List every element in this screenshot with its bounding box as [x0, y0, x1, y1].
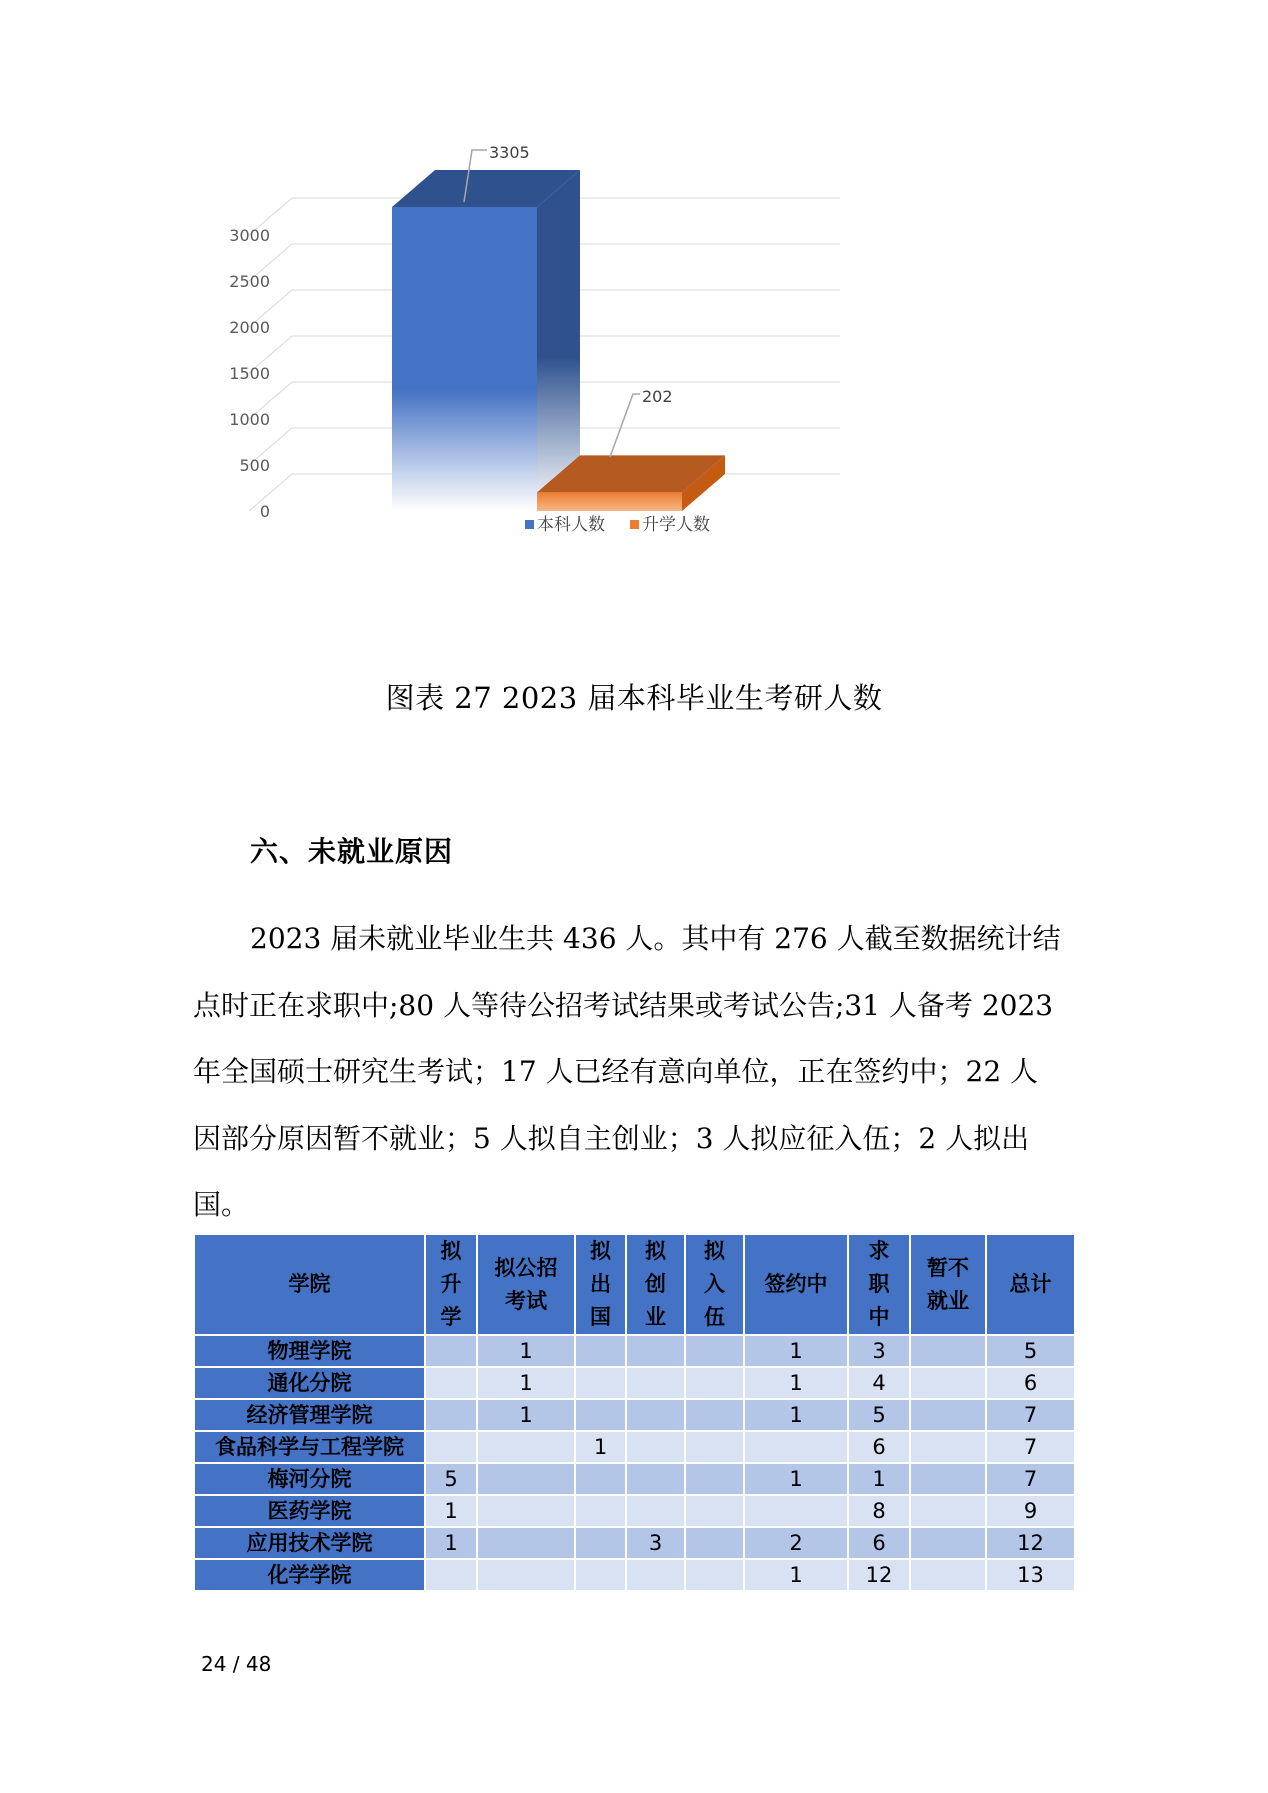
table-cell	[910, 1431, 986, 1463]
table-row	[194, 1463, 1075, 1495]
table-cell: 6	[848, 1431, 910, 1463]
table-cell	[685, 1527, 744, 1559]
table-cell	[477, 1495, 575, 1527]
table-cell	[626, 1495, 685, 1527]
table-cell	[425, 1367, 477, 1399]
table-cell: 8	[848, 1495, 910, 1527]
bar-side	[537, 170, 580, 511]
table-header-row	[194, 1234, 1075, 1335]
table-cell: 6	[986, 1367, 1075, 1399]
table-cell: 1	[425, 1495, 477, 1527]
header-signing: 签约中	[744, 1234, 848, 1335]
table-cell	[685, 1431, 744, 1463]
table-cell	[425, 1335, 477, 1367]
bar-further-study-front	[537, 492, 682, 511]
data-label: 202	[642, 387, 673, 406]
header-college: 学院	[194, 1234, 425, 1335]
table-cell: 5	[425, 1463, 477, 1495]
table-cell	[910, 1463, 986, 1495]
table-cell: 1	[744, 1335, 848, 1367]
college-name-cell: 物理学院	[194, 1335, 425, 1367]
paragraph-line: 国。	[193, 1188, 250, 1221]
table-cell	[425, 1559, 477, 1591]
table-cell: 12	[848, 1559, 910, 1591]
college-name-cell: 应用技术学院	[194, 1527, 425, 1559]
table-cell	[685, 1495, 744, 1527]
table-cell	[626, 1335, 685, 1367]
table-cell	[626, 1367, 685, 1399]
table-cell	[744, 1495, 848, 1527]
y-tick-label: 3000	[229, 226, 270, 245]
table-cell: 1	[744, 1559, 848, 1591]
paragraph-line: 因部分原因暂不就业；5 人拟自主创业；3 人拟应征入伍；2 人拟出	[193, 1121, 1030, 1155]
section-heading: 六、未就业原因	[250, 835, 454, 868]
table-cell: 5	[848, 1399, 910, 1431]
table-cell	[685, 1463, 744, 1495]
table-cell: 9	[986, 1495, 1075, 1527]
table-cell	[477, 1527, 575, 1559]
table-cell: 1	[744, 1367, 848, 1399]
table-cell	[910, 1399, 986, 1431]
table-row	[194, 1495, 1075, 1527]
table-cell: 5	[986, 1335, 1075, 1367]
table-cell: 1	[425, 1527, 477, 1559]
table-cell: 1	[744, 1399, 848, 1431]
table-cell	[626, 1559, 685, 1591]
page-number: 24 / 48	[201, 1652, 272, 1676]
header-plan-enlist: 拟入伍	[685, 1234, 744, 1335]
table-cell: 7	[986, 1431, 1075, 1463]
table-cell	[575, 1399, 626, 1431]
legend-swatch	[525, 520, 534, 529]
college-name-cell: 梅河分院	[194, 1463, 425, 1495]
table-cell	[685, 1335, 744, 1367]
table-cell	[910, 1495, 986, 1527]
table-cell	[575, 1335, 626, 1367]
table-row	[194, 1367, 1075, 1399]
figure-caption: 图表 27 2023 届本科毕业生考研人数	[385, 681, 883, 715]
table-cell: 1	[477, 1335, 575, 1367]
table-cell	[575, 1495, 626, 1527]
bar-chart	[229, 143, 1000, 610]
y-tick-label: 2500	[229, 272, 270, 291]
table-cell	[626, 1399, 685, 1431]
table-cell: 3	[848, 1335, 910, 1367]
legend-swatch	[630, 520, 639, 529]
y-tick-label: 0	[259, 502, 270, 521]
data-label: 3305	[489, 143, 530, 162]
legend-label: 升学人数	[642, 515, 710, 535]
table-cell: 7	[986, 1463, 1075, 1495]
unemployment-reasons-table	[193, 1233, 1076, 1592]
header-job-hunting: 求职中	[848, 1234, 910, 1335]
table-cell: 1	[477, 1367, 575, 1399]
table-cell	[910, 1527, 986, 1559]
table-cell	[477, 1559, 575, 1591]
table-cell	[685, 1559, 744, 1591]
table-cell	[477, 1463, 575, 1495]
legend	[525, 515, 710, 535]
paragraph-line: 年全国硕士研究生考试；17 人已经有意向单位，正在签约中；22 人	[193, 1055, 1039, 1088]
table-row	[194, 1559, 1075, 1591]
paragraph-line: 点时正在求职中;80 人等待公招考试结果或考试公告;31 人备考 2023	[193, 988, 1054, 1022]
table-cell: 7	[986, 1399, 1075, 1431]
table-cell: 6	[848, 1527, 910, 1559]
table-cell	[910, 1335, 986, 1367]
legend-label: 本科人数	[537, 515, 605, 535]
college-name-cell: 食品科学与工程学院	[194, 1431, 425, 1463]
y-tick-label: 500	[239, 456, 270, 475]
table-cell	[575, 1463, 626, 1495]
header-not-employed-yet: 暂不就业	[910, 1234, 986, 1335]
body-paragraph	[193, 906, 1073, 1239]
table-cell: 1	[744, 1463, 848, 1495]
table-cell: 4	[848, 1367, 910, 1399]
table-cell	[425, 1431, 477, 1463]
table-cell	[685, 1399, 744, 1431]
table-cell	[575, 1367, 626, 1399]
header-plan-startup: 拟创业	[626, 1234, 685, 1335]
table-cell	[685, 1367, 744, 1399]
table-cell: 1	[848, 1463, 910, 1495]
table-cell: 1	[575, 1431, 626, 1463]
table-row	[194, 1335, 1075, 1367]
table-cell: 2	[744, 1527, 848, 1559]
table-cell: 12	[986, 1527, 1075, 1559]
college-name-cell: 经济管理学院	[194, 1399, 425, 1431]
table-cell	[744, 1431, 848, 1463]
table-cell	[575, 1527, 626, 1559]
table-row	[194, 1431, 1075, 1463]
college-name-cell: 医药学院	[194, 1495, 425, 1527]
college-name-cell: 化学学院	[194, 1559, 425, 1591]
y-tick-label: 1000	[229, 410, 270, 429]
y-axis-ticks	[229, 226, 270, 521]
y-tick-label: 1500	[229, 364, 270, 383]
table-cell	[910, 1559, 986, 1591]
table-cell	[425, 1399, 477, 1431]
table-cell	[626, 1463, 685, 1495]
table-cell: 3	[626, 1527, 685, 1559]
y-tick-label: 2000	[229, 318, 270, 337]
leader-line	[610, 394, 640, 457]
table-cell	[477, 1431, 575, 1463]
header-public-exam: 拟公招考试	[477, 1234, 575, 1335]
bar-undergrad-front	[392, 207, 537, 511]
table-cell: 13	[986, 1559, 1075, 1591]
paragraph-line: 2023 届未就业毕业生共 436 人。其中有 276 人截至数据统计结	[250, 922, 1061, 955]
table-row	[194, 1399, 1075, 1431]
table-cell	[575, 1559, 626, 1591]
header-plan-further-study: 拟升学	[425, 1234, 477, 1335]
header-plan-abroad: 拟出国	[575, 1234, 626, 1335]
header-total: 总计	[986, 1234, 1075, 1335]
table-cell	[626, 1431, 685, 1463]
college-name-cell: 通化分院	[194, 1367, 425, 1399]
table-cell: 1	[477, 1399, 575, 1431]
table-row	[194, 1527, 1075, 1559]
bars	[392, 170, 725, 511]
table-cell	[910, 1367, 986, 1399]
